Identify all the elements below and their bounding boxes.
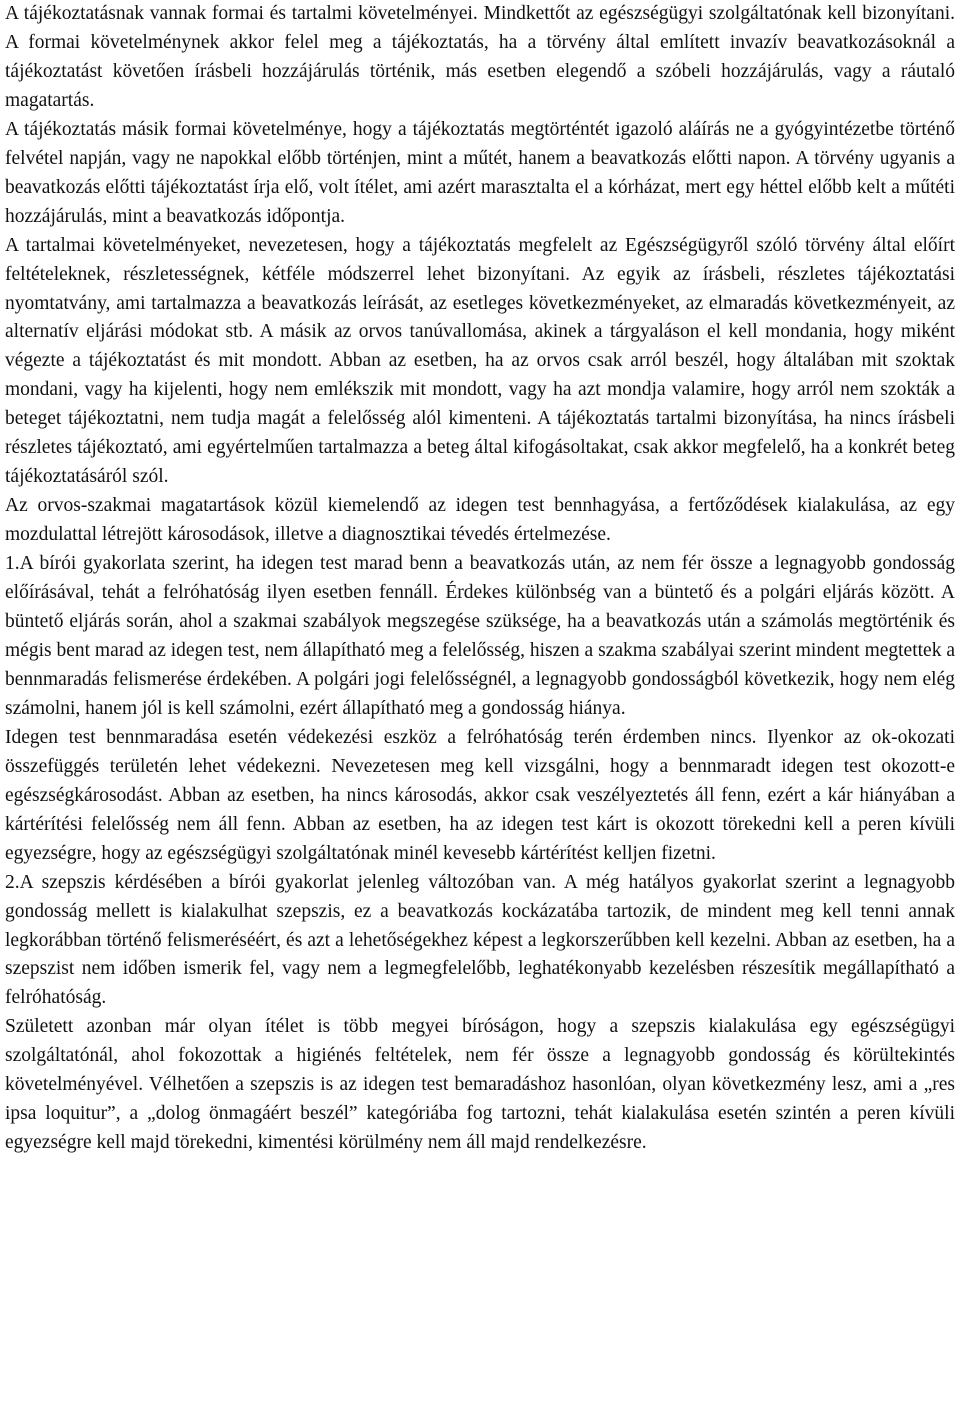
paragraph-foreign-body: 1.A bírói gyakorlata szerint, ha idegen test marad benn a beavatkozás után, az nem fér össze a legnagyobb gondosság előírásával, tehát a felróhatóság ilyen esetben fennáll. Érdekes különbség van a büntető és a polgári eljárás között. A büntető eljárás során, ahol a szakmai szabályok megszegése szüksége, ha a beavatkozás után a számolás megtörténik és mégis bent marad az idegen test, nem állapítható meg a felelősség, hiszen a szakma szabályai szerint mindent megtettek a bennmaradás felismerése érdekében. A polgári jogi felelősségnél, a legnagyobb gondosságból következik, hogy nem elég számolni, hanem jól is kell számolni, ezért állapítható meg a gondosság hiánya. <box>5 553 955 719</box>
paragraph-sepsis-rulings: Született azonban már olyan ítélet is több megyei bíróságon, hogy a szepszis kialakulása egy egészségügyi szolgáltatónál, ahol fokozottak a higiénés feltételek, nem fér össze a legnagyobb gondosság és körültekintés követelményével. Vélhetően a szepszis is az idegen test bemaradáshoz hasonlóan, olyan következmény lesz, ami a „res ipsa loquitur”, a „dolog önmagáért beszél” kategóriába fog tartozni, tehát kialakulása esetén szintén a peren kívüli egyezségre kell majd törekedni, kimentési körülmény nem áll majd rendelkezésre. <box>5 1016 955 1154</box>
paragraph-formal-requirements: A tájékoztatásnak vannak formai és tartalmi követelményei. Mindkettőt az egészségügyi szolgáltatónak kell bizonyítani. A formai követelménynek akkor felel meg a tájékoztatás, ha a törvény által említett invazív beavatkozásoknál a tájékoztatást követően írásbeli hozzájárulás történik, más esetben elegendő a szóbeli hozzájárulás, vagy a ráutaló magatartás. <box>5 3 955 111</box>
paragraph-content-requirements: A tartalmai követelményeket, nevezetesen, hogy a tájékoztatás megfelelt az Egészségügyről szóló törvény által előírt feltételeknek, részletességnek, kétféle módszerrel lehet bizonyítani. Az egyik az írásbeli, részletes tájékoztatási nyomtatvány, ami tartalmazza a beavatkozás leírását, az esetleges következményeket, az elmaradás következményeit, az alternatív eljárási módokat stb. A másik az orvos tanúvallomása, akinek a tárgyaláson el kell mondania, hogy miként végezte a tájékoztatást és mit mondott. Abban az esetben, ha az orvos csak arról beszél, hogy általában mit szoktak mondani, vagy ha kijelenti, hogy nem emlékszik mit mondott, vagy ha azt mondja valamire, hogy arról nem szokták a beteget tájékoztatni, nem tudja magát a felelősség alól kimenteni. A tájékoztatás tartalmi bizonyítása, ha nincs írásbeli részletes tájékoztató, ami egyértelműen tartalmazza a beteg által kifogásoltakat, csak akkor megfelelő, ha a konkrét beteg tájékoztatásáról szól. <box>5 234 955 488</box>
paragraph-signature-timing: A tájékoztatás másik formai követelménye, hogy a tájékoztatás megtörténtét igazoló aláírás ne a gyógyintézetbe történő felvétel napján, vagy ne napokkal előbb történjen, mint a műtét, hanem a beavatkozás előtti napon. A törvény ugyanis a beavatkozás előtti tájékoztatást írja elő, volt ítélet, ami azért marasztalta el a kórházat, mert egy héttel előbb kelt a műtéti hozzájárulás, mint a beavatkozás időpontja. <box>5 118 955 227</box>
document-page <box>5 0 955 1158</box>
paragraph-foreign-body-defense: Idegen test bennmaradása esetén védekezési eszköz a felróhatóság terén érdemben nincs. Ilyenkor az ok-okozati összefüggés területén lehet védekezni. Nevezetesen meg kell vizsgálni, hogy a bennmaradt idegen test okozott-e egészségkárosodást. Abban az esetben, ha nincs károsodás, akkor csak veszélyeztetés áll fenn, ezért a kár hiányában a kártérítési felelősség nem áll fenn. Abban az esetben, ha az idegen test kárt is okozott törekedni kell a peren kívüli egyezségre, hogy az egészségügyi szolgáltatónak minél kevesebb kártérítést kelljen fizetni. <box>5 726 955 864</box>
paragraph-professional-conduct: Az orvos-szakmai magatartások közül kiemelendő az idegen test bennhagyása, a fertőződések kialakulása, az egy mozdulattal létrejött károsodások, illetve a diagnosztikai tévedés értelmezése. <box>5 495 955 546</box>
paragraph-sepsis: 2.A szepszis kérdésében a bírói gyakorlat jelenleg változóban van. A még hatályos gyakorlat szerint a legnagyobb gondosság mellett is kialakulhat szepszis, ez a beavatkozás kockázatába tartozik, de mindent meg kell tenni annak legkorábban történő felismeréséért, és azt a lehetőségekhez képest a legkorszerűbben kell kezelni. Abban az esetben, ha a szepszist nem időben ismerik fel, vagy nem a legmegfelelőbb, leghatékonyabb kezelésben részesítik megállapítható a felróhatóság. <box>5 871 955 1009</box>
